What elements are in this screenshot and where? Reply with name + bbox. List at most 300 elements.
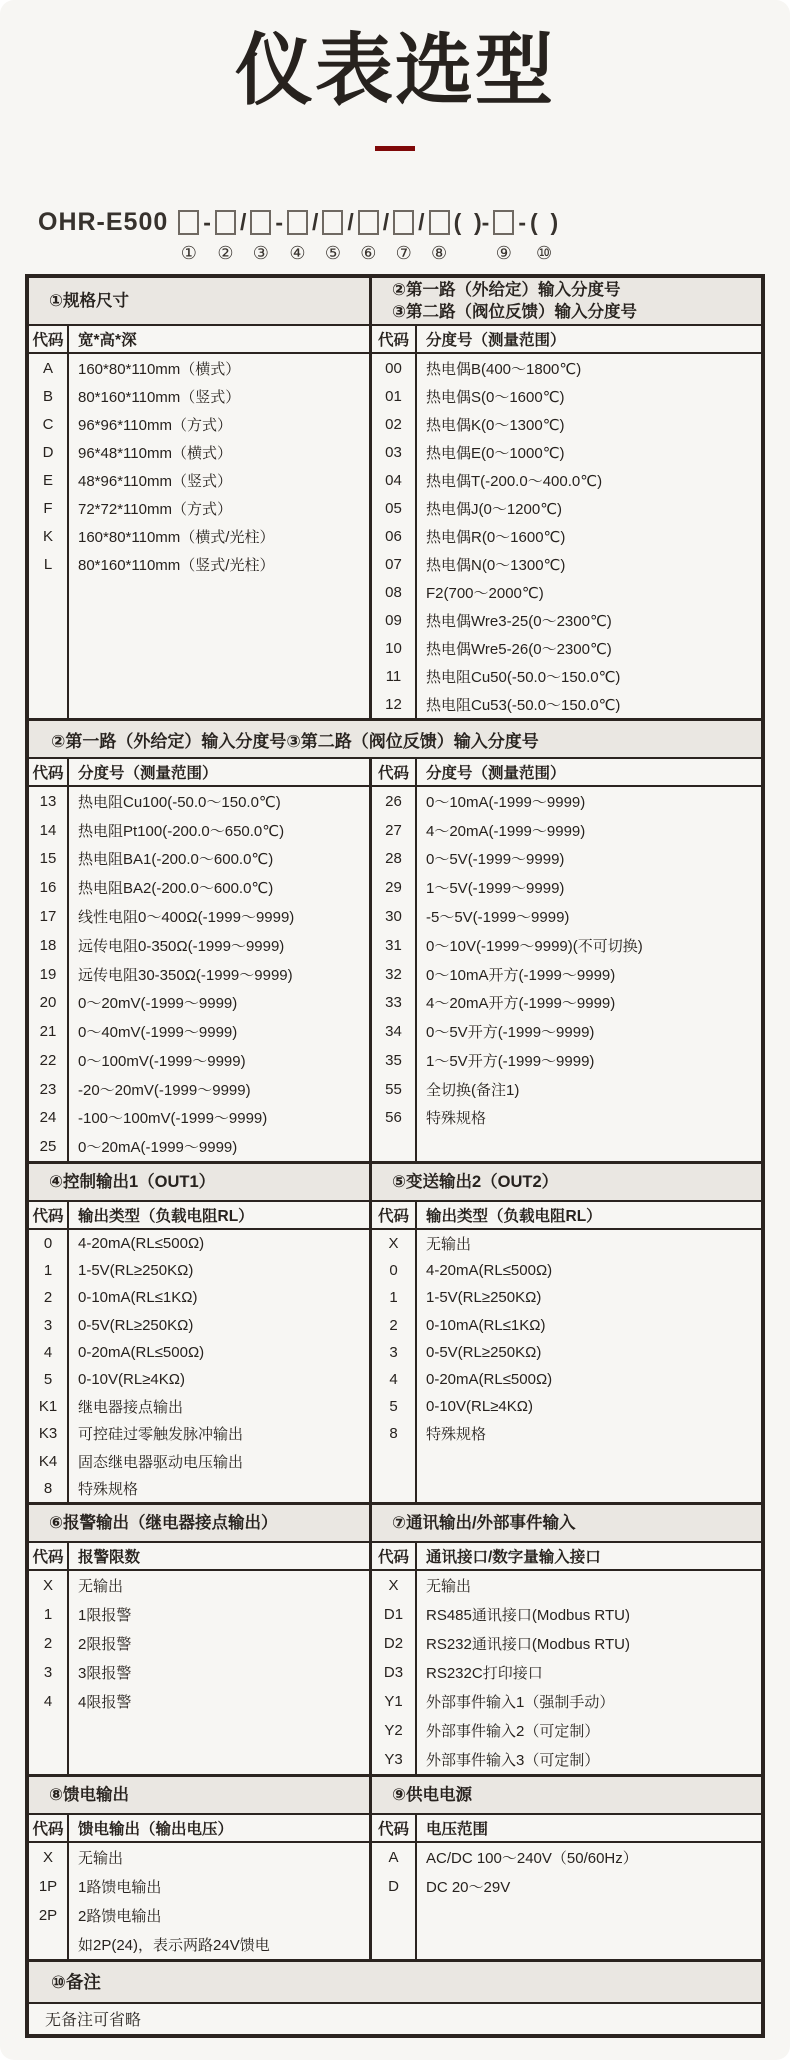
panel-rows	[372, 1571, 761, 1774]
desc-cell: 0～5V开方(-1999～9999)	[426, 1024, 595, 1042]
table-row	[372, 466, 761, 494]
desc-cell: 特殊规格	[426, 1110, 487, 1128]
title-divider	[375, 146, 415, 151]
panel-band	[372, 1777, 761, 1815]
desc-cell: 热电偶Wre5-26(0～2300℃)	[426, 640, 612, 658]
code-cell: 10	[372, 634, 417, 662]
desc-column-header: 通讯接口/数字量输入接口	[426, 1548, 601, 1566]
section-body	[29, 759, 761, 1161]
desc-cell: 无输出	[426, 1236, 472, 1254]
filler-row	[29, 1716, 369, 1774]
desc-cell: 热电阻Cu50(-50.0～150.0℃)	[426, 668, 621, 686]
desc-cell: 48*96*110mm（竖式）	[78, 472, 232, 490]
table-row	[29, 1046, 369, 1075]
desc-cell: 热电偶J(0～1200℃)	[426, 500, 563, 518]
table-row	[372, 606, 761, 634]
code-cell: 18	[29, 931, 69, 960]
desc-cell: 0-10mA(RL≤1KΩ)	[426, 1316, 546, 1334]
code-cell: A	[29, 354, 69, 382]
code-cell: 04	[372, 466, 417, 494]
section-body	[29, 1777, 761, 1959]
desc-cell: 0-5V(RL≥250KΩ)	[426, 1343, 542, 1361]
table-row	[372, 1420, 761, 1447]
model-separator	[347, 207, 353, 264]
desc-cell: -5～5V(-1999～9999)	[426, 908, 570, 926]
desc-cell: 2路馈电输出	[78, 1907, 162, 1925]
model-slot	[493, 207, 514, 264]
filler-code-cell	[29, 1716, 69, 1774]
code-cell: 25	[29, 1132, 69, 1161]
model-position-number: ④	[289, 242, 306, 263]
desc-cell: 0～20mV(-1999～9999)	[78, 995, 238, 1013]
model-box-wrap	[287, 207, 308, 237]
column-header-row	[372, 1202, 761, 1230]
desc-cell: 热电偶T(-200.0～400.0℃)	[426, 472, 603, 490]
table-row	[372, 1017, 761, 1046]
code-cell: 8	[29, 1475, 69, 1502]
code-column-header: 代码	[29, 1202, 69, 1228]
code-cell: 05	[372, 494, 417, 522]
table-row	[372, 662, 761, 690]
table-row	[372, 1745, 761, 1774]
table-row	[372, 690, 761, 718]
model-separator	[275, 207, 283, 264]
code-cell: 09	[372, 606, 417, 634]
code-cell: 3	[29, 1312, 69, 1339]
table-row	[29, 1284, 369, 1311]
model-position-number: ⑥	[360, 242, 377, 263]
code-cell: 0	[29, 1230, 69, 1257]
table-row	[372, 988, 761, 1017]
code-cell: 16	[29, 873, 69, 902]
code-cell: F	[29, 494, 69, 522]
section-outputs	[29, 1161, 761, 1502]
code-cell: 08	[372, 578, 417, 606]
code-cell: 28	[372, 845, 417, 874]
table-row	[372, 634, 761, 662]
column-header-row	[29, 326, 369, 354]
table-row	[372, 1600, 761, 1629]
desc-cell: 1路馈电输出	[78, 1878, 162, 1896]
desc-cell: 3限报警	[78, 1664, 132, 1682]
desc-cell: AC/DC 100～240V（50/60Hz）	[426, 1849, 638, 1867]
model-prefix	[38, 207, 168, 264]
desc-cell: 4-20mA(RL≤500Ω)	[78, 1235, 205, 1253]
filler-code-cell	[372, 1447, 417, 1501]
model-separator	[418, 207, 424, 264]
table-row	[372, 1629, 761, 1658]
table-row	[29, 466, 369, 494]
panel-power-supply	[369, 1777, 761, 1959]
panel-input-range-a	[369, 278, 761, 718]
table-row	[372, 382, 761, 410]
model-slot	[178, 207, 199, 264]
desc-cell: 0-10V(RL≥4KΩ)	[78, 1371, 185, 1389]
code-cell: X	[372, 1230, 417, 1257]
table-row	[29, 1230, 369, 1257]
code-cell: 30	[372, 902, 417, 931]
panel-band-line: ③第二路（阀位反馈）输入分度号	[392, 303, 637, 322]
table-row	[372, 1366, 761, 1393]
table-row	[372, 816, 761, 845]
table-row	[29, 902, 369, 931]
section-body	[29, 278, 761, 718]
table-row	[29, 873, 369, 902]
desc-cell: 外部事件输入2（可定制）	[426, 1722, 600, 1740]
table-row	[29, 1629, 369, 1658]
code-cell: 1	[29, 1257, 69, 1284]
panel-rows	[29, 1571, 369, 1774]
code-cell: 1	[372, 1284, 417, 1311]
desc-cell: 1限报警	[78, 1606, 132, 1624]
filler-row	[29, 578, 369, 718]
table-row	[372, 1716, 761, 1745]
model-position-number: ⑨	[495, 242, 512, 263]
code-cell: 11	[372, 662, 417, 690]
code-cell: 5	[29, 1366, 69, 1393]
code-cell: D	[29, 438, 69, 466]
code-cell: 31	[372, 931, 417, 960]
desc-cell: 1-5V(RL≥250KΩ)	[426, 1289, 542, 1307]
model-separator	[240, 207, 246, 264]
code-cell: D2	[372, 1629, 417, 1658]
code-cell: X	[29, 1571, 69, 1600]
panel-band-line: ①规格尺寸	[49, 292, 129, 311]
desc-column-header: 分度号（测量范围）	[426, 332, 566, 350]
model-slot	[215, 207, 236, 264]
model-box-wrap	[250, 207, 271, 237]
desc-column-header: 分度号（测量范围）	[78, 765, 218, 783]
panel-band-line: ⑦通讯输出/外部事件输入	[392, 1513, 576, 1532]
desc-cell: 热电偶E(0～1000℃)	[426, 444, 565, 462]
model-box	[358, 210, 379, 235]
table-row	[29, 845, 369, 874]
code-cell: 1P	[29, 1872, 69, 1901]
code-cell: 3	[372, 1339, 417, 1366]
code-cell: Y1	[372, 1687, 417, 1716]
desc-cell: 热电偶S(0～1600℃)	[426, 388, 565, 406]
desc-cell: 1～5V开方(-1999～9999)	[426, 1052, 595, 1070]
desc-cell: 0～10mA(-1999～9999)	[426, 793, 586, 811]
desc-cell: 2限报警	[78, 1635, 132, 1653]
code-column-header: 代码	[372, 1815, 417, 1841]
code-cell: 2P	[29, 1901, 69, 1930]
code-cell: 19	[29, 960, 69, 989]
code-cell: Y3	[372, 1745, 417, 1774]
code-column-header: 代码	[372, 759, 417, 785]
panel-band	[29, 1505, 369, 1543]
panel-out1	[29, 1164, 369, 1502]
table-row	[29, 1393, 369, 1420]
column-header-row	[29, 759, 369, 787]
desc-cell: 热电阻Cu100(-50.0～150.0℃)	[78, 793, 281, 811]
desc-cell: 0-10V(RL≥4KΩ)	[426, 1398, 533, 1416]
desc-cell: 热电偶K(0～1300℃)	[426, 416, 565, 434]
panel-spec-size	[29, 278, 369, 718]
filler-desc-cell	[69, 1716, 369, 1774]
model-separator	[383, 207, 389, 264]
desc-column-header: 电压范围	[426, 1820, 489, 1838]
desc-cell: 72*72*110mm（方式）	[78, 500, 232, 518]
desc-cell: 96*48*110mm（横式）	[78, 444, 232, 462]
panel-rows	[29, 1230, 369, 1502]
table-row	[372, 410, 761, 438]
table-row	[29, 1930, 369, 1959]
desc-cell: 0～10mA开方(-1999～9999)	[426, 966, 616, 984]
model-symbol: -	[203, 208, 211, 235]
desc-cell: 热电偶B(400～1800℃)	[426, 360, 582, 378]
model-slot	[429, 207, 450, 264]
table-row	[29, 1366, 369, 1393]
code-cell: 17	[29, 902, 69, 931]
code-cell: 01	[372, 382, 417, 410]
section-remark	[29, 1959, 761, 2034]
desc-cell: 0-10mA(RL≤1KΩ)	[78, 1289, 198, 1307]
table-row	[29, 382, 369, 410]
table-row	[29, 1420, 369, 1447]
filler-code-cell	[29, 578, 69, 718]
table-row	[29, 1447, 369, 1474]
model-slot	[322, 207, 343, 264]
table-row	[372, 1230, 761, 1257]
code-cell: 34	[372, 1017, 417, 1046]
table-row	[372, 1046, 761, 1075]
section-body	[29, 1505, 761, 1774]
table-row	[29, 1339, 369, 1366]
model-box-wrap	[215, 207, 236, 237]
panel-band	[372, 1505, 761, 1543]
desc-cell: 0-20mA(RL≤500Ω)	[78, 1343, 205, 1361]
page-title: 仪表选型	[234, 26, 555, 114]
desc-column-header: 报警限数	[78, 1548, 141, 1566]
filler-desc-cell	[69, 578, 369, 718]
section-input-range-continued	[29, 718, 761, 1161]
table-row	[29, 1687, 369, 1716]
table-row	[372, 1075, 761, 1104]
note-row: 无备注可省略	[45, 2012, 142, 2030]
code-column-header: 代码	[29, 759, 69, 785]
column-header-row	[372, 326, 761, 354]
table-row	[29, 787, 369, 816]
model-position-number: ③	[252, 242, 269, 263]
section-band: ②第一路（外给定）输入分度号③第二路（阀位反馈）输入分度号	[29, 721, 761, 759]
filler-row	[372, 1132, 761, 1161]
panel-rows	[372, 787, 761, 1161]
code-cell: Y2	[372, 1716, 417, 1745]
code-cell: 23	[29, 1075, 69, 1104]
model-separator	[203, 207, 211, 264]
panel-band	[29, 1164, 369, 1202]
code-cell: 07	[372, 550, 417, 578]
panel-rows	[372, 354, 761, 718]
code-cell: 3	[29, 1658, 69, 1687]
code-cell: 8	[372, 1420, 417, 1447]
code-cell: K4	[29, 1447, 69, 1474]
table-row	[29, 1017, 369, 1046]
table-row	[372, 1284, 761, 1311]
desc-cell: 0-5V(RL≥250KΩ)	[78, 1316, 194, 1334]
code-cell: K	[29, 522, 69, 550]
table-row	[29, 1658, 369, 1687]
table-row	[372, 354, 761, 382]
desc-column-header: 输出类型（负载电阻RL）	[78, 1207, 254, 1225]
desc-cell: 特殊规格	[78, 1480, 139, 1498]
model-symbol: /	[382, 208, 390, 235]
desc-cell: RS232通讯接口(Modbus RTU)	[426, 1635, 630, 1653]
table-row	[372, 578, 761, 606]
code-cell: 29	[372, 873, 417, 902]
model-symbol: /	[418, 208, 425, 235]
code-cell: K3	[29, 1420, 69, 1447]
section-feed-and-power	[29, 1774, 761, 1959]
desc-cell: 1～5V(-1999～9999)	[426, 880, 565, 898]
panel-input-range-b	[29, 759, 369, 1161]
table-row	[29, 1901, 369, 1930]
code-cell: 2	[372, 1312, 417, 1339]
model-symbol: /	[312, 208, 319, 235]
table-row	[29, 931, 369, 960]
code-cell: 02	[372, 410, 417, 438]
model-box-wrap	[493, 207, 514, 237]
desc-cell: 160*80*110mm（横式）	[78, 360, 241, 378]
code-cell: D1	[372, 1600, 417, 1629]
model-box	[322, 210, 343, 235]
table-row	[372, 1571, 761, 1600]
code-cell: 4	[29, 1687, 69, 1716]
table-row	[372, 845, 761, 874]
model-box	[493, 210, 514, 235]
table-row	[29, 1872, 369, 1901]
code-column-header: 代码	[372, 1202, 417, 1228]
desc-cell: 热电偶N(0～1300℃)	[426, 556, 566, 574]
panel-band-line: ②第一路（外给定）输入分度号	[392, 281, 621, 300]
panel-band-line: ④控制输出1（OUT1）	[49, 1172, 216, 1191]
model-separator	[530, 207, 558, 264]
column-header-row	[372, 1815, 761, 1843]
desc-cell: 1-5V(RL≥250KΩ)	[78, 1262, 194, 1280]
table-row	[372, 494, 761, 522]
desc-cell: 4-20mA(RL≤500Ω)	[426, 1262, 553, 1280]
desc-cell: 0～20mA(-1999～9999)	[78, 1139, 238, 1157]
table-row	[29, 1571, 369, 1600]
panel-band-line: ⑨供电电源	[392, 1785, 472, 1804]
table-row	[29, 1257, 369, 1284]
column-header-row	[29, 1815, 369, 1843]
desc-column-header: 分度号（测量范围）	[426, 765, 566, 783]
column-header-row	[372, 759, 761, 787]
code-cell: 03	[372, 438, 417, 466]
table-row	[29, 522, 369, 550]
code-cell: 22	[29, 1046, 69, 1075]
code-cell: 15	[29, 845, 69, 874]
desc-cell: 0～40mV(-1999～9999)	[78, 1024, 238, 1042]
model-symbol: /	[347, 208, 354, 235]
desc-cell: -100～100mV(-1999～9999)	[78, 1110, 268, 1128]
code-cell: 14	[29, 816, 69, 845]
table-row	[29, 988, 369, 1017]
code-cell: C	[29, 410, 69, 438]
table-row	[29, 1075, 369, 1104]
model-code	[0, 207, 790, 264]
code-cell: 2	[29, 1284, 69, 1311]
desc-cell: 热电阻Pt100(-200.0～650.0℃)	[78, 822, 285, 840]
table-row	[372, 1872, 761, 1901]
model-position-number: ⑤	[324, 242, 341, 263]
desc-cell: 可控硅过零触发脉冲输出	[78, 1426, 244, 1444]
code-cell: 0	[372, 1257, 417, 1284]
filler-code-cell	[372, 1901, 417, 1959]
panel-out2	[369, 1164, 761, 1502]
panel-feed-output	[29, 1777, 369, 1959]
desc-cell: 热电阻Cu53(-50.0～150.0℃)	[426, 696, 621, 714]
panel-rows	[372, 1843, 761, 1959]
code-cell: 13	[29, 787, 69, 816]
code-cell: 24	[29, 1103, 69, 1132]
desc-cell: 远传电阻30-350Ω(-1999～9999)	[78, 966, 293, 984]
panel-rows	[29, 787, 369, 1161]
model-symbol: /	[239, 208, 247, 235]
desc-column-header: 馈电输出（输出电压）	[78, 1820, 234, 1838]
table-row	[372, 1312, 761, 1339]
desc-cell: 继电器接点输出	[78, 1399, 184, 1417]
model-symbol: -	[518, 208, 526, 235]
model-box	[250, 210, 271, 235]
desc-cell: 全切换(备注1)	[426, 1081, 520, 1099]
table-row	[29, 816, 369, 845]
model-position-number: ⑧	[430, 242, 448, 263]
desc-cell: RS485通讯接口(Modbus RTU)	[426, 1606, 630, 1624]
desc-column-header: 输出类型（负载电阻RL）	[426, 1207, 602, 1225]
code-cell: 06	[372, 522, 417, 550]
panel-band	[29, 1777, 369, 1815]
section-band: ⑩备注	[29, 1962, 761, 2004]
desc-cell: 无输出	[78, 1577, 124, 1595]
model-slot	[393, 207, 414, 264]
code-cell: 27	[372, 816, 417, 845]
table-row	[372, 1339, 761, 1366]
model-separator	[312, 207, 318, 264]
section-alarm-and-comm	[29, 1502, 761, 1774]
code-cell: 20	[29, 988, 69, 1017]
column-header-row	[372, 1543, 761, 1571]
panel-band	[29, 278, 369, 326]
code-cell: A	[372, 1843, 417, 1872]
desc-cell: 96*96*110mm（方式）	[78, 416, 232, 434]
desc-cell: 远传电阻0-350Ω(-1999～9999)	[78, 937, 285, 955]
model-box-wrap	[358, 207, 379, 237]
table-row	[29, 1600, 369, 1629]
code-cell: 26	[372, 787, 417, 816]
panel-band	[372, 1164, 761, 1202]
model-box	[215, 210, 236, 235]
code-cell: 35	[372, 1046, 417, 1075]
desc-cell: 0～5V(-1999～9999)	[426, 851, 565, 869]
code-cell: D3	[372, 1658, 417, 1687]
code-cell: 21	[29, 1017, 69, 1046]
code-cell: K1	[29, 1393, 69, 1420]
panel-rows	[29, 1843, 369, 1959]
desc-cell: RS232C打印接口	[426, 1664, 543, 1682]
filler-desc-cell	[417, 1132, 761, 1161]
code-column-header: 代码	[372, 326, 417, 352]
column-header-row	[29, 1202, 369, 1230]
desc-cell: -20～20mV(-1999～9999)	[78, 1081, 251, 1099]
table-row	[29, 1103, 369, 1132]
desc-cell: 线性电阻0～400Ω(-1999～9999)	[78, 908, 295, 926]
model-slot	[358, 207, 379, 264]
panel-alarm-output	[29, 1505, 369, 1774]
code-cell: 4	[29, 1339, 69, 1366]
